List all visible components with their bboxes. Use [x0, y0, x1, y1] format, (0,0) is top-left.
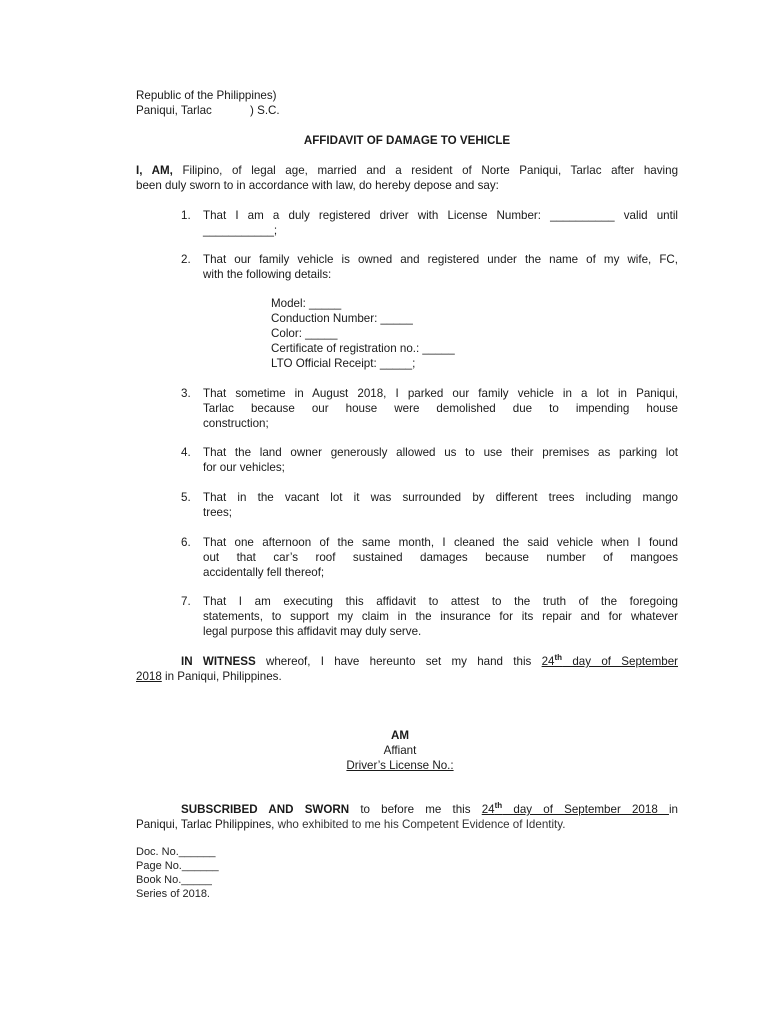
- item-1-line-1: That I am a duly registered driver with License Number: __________ valid until: [203, 209, 678, 222]
- affiant-role: Affiant: [383, 744, 417, 757]
- item-number: 7.: [181, 595, 191, 608]
- item-3-line-1: That sometime in August 2018, I parked our family vehicle in a lot in Paniqui,: [203, 387, 678, 400]
- item-number: 6.: [181, 536, 191, 549]
- detail-model: Model: _____: [271, 297, 342, 310]
- witness-year: 2018: [136, 670, 162, 683]
- jurat-month-year: day of September 2018: [502, 803, 669, 816]
- jurat-line-2: [136, 817, 565, 832]
- jurat-line-1: [181, 802, 678, 817]
- header-place: Paniqui, Tarlac: [136, 104, 212, 117]
- witness-line-2: [136, 669, 282, 684]
- detail-certificate: Certificate of registration no.: _____: [271, 342, 455, 355]
- item-4-line-2: for our vehicles;: [203, 461, 285, 474]
- witness-line-1: [181, 654, 678, 669]
- header-republic: Republic of the Philippines): [136, 89, 277, 102]
- jurat-day-suffix: th: [494, 801, 503, 810]
- item-2-line-2: with the following details:: [203, 268, 332, 281]
- jurat-identity: who exhibited to me his Competent Evidence of Identity.: [274, 818, 566, 831]
- witness-date: [542, 655, 678, 668]
- item-number: 4.: [181, 446, 191, 459]
- affiant-signature-name: AM: [390, 729, 410, 742]
- jurat-place: Paniqui, Tarlac Philippines,: [136, 818, 275, 831]
- drivers-license-label: Driver’s License No.:: [346, 759, 454, 772]
- document-title: AFFIDAVIT OF DAMAGE TO VEHICLE: [303, 134, 511, 147]
- item-number: 5.: [181, 491, 191, 504]
- notary-series: Series of 2018.: [136, 888, 210, 900]
- jurat-heading: SUBSCRIBED AND SWORN: [181, 803, 350, 816]
- header-sc: ) S.C.: [250, 104, 280, 117]
- witness-heading: IN WITNESS: [181, 655, 256, 668]
- intro-line-2: been duly sworn to in accordance with law, do hereby depose and say:: [136, 179, 499, 192]
- jurat-day: 24: [481, 803, 495, 816]
- witness-place: in Paniqui, Philippines.: [161, 670, 282, 683]
- item-4-line-1: That the land owner generously allowed us to use their premises as parking lot: [203, 446, 678, 459]
- detail-color: Color: _____: [271, 327, 338, 340]
- jurat-in: in: [668, 803, 678, 816]
- intro-line-1: [136, 163, 678, 178]
- intro-line-1-rest: Filipino, of legal age, married and a resident of Norte Paniqui, Tarlac after having: [172, 164, 679, 177]
- witness-day-suffix: th: [554, 653, 563, 662]
- item-5-line-1: That in the vacant lot it was surrounded by different trees including mango: [203, 491, 678, 504]
- witness-month: day of September: [562, 655, 678, 668]
- item-7-line-1: That I am executing this affidavit to attest to the truth of the foregoing: [203, 595, 678, 608]
- item-1-line-2: ___________;: [203, 224, 278, 237]
- affiant-name: I, AM,: [136, 164, 173, 177]
- item-3-line-2: Tarlac because our house were demolished due to impending house: [203, 402, 678, 415]
- item-6-line-2: out that car’s roof sustained damages because number of mangoes: [203, 551, 678, 564]
- item-7-line-2: statements, to support my claim in the insurance for its repair and for whatever: [203, 610, 678, 623]
- item-number: 1.: [181, 209, 191, 222]
- detail-lto-receipt: LTO Official Receipt: _____;: [271, 357, 416, 370]
- item-6-line-1: That one afternoon of the same month, I cleaned the said vehicle when I found: [203, 536, 678, 549]
- item-number: 3.: [181, 387, 191, 400]
- item-6-line-3: accidentally fell thereof;: [203, 566, 325, 579]
- notary-doc-no: Doc. No.______: [136, 846, 216, 858]
- item-number: 2.: [181, 253, 191, 266]
- detail-conduction: Conduction Number: _____: [271, 312, 413, 325]
- jurat-text: to before me this: [349, 803, 482, 816]
- witness-day: 24: [541, 655, 555, 668]
- item-2-line-1: That our family vehicle is owned and registered under the name of my wife, FC,: [203, 253, 678, 266]
- witness-text: whereof, I have hereunto set my hand this: [255, 655, 542, 668]
- jurat-date: [482, 803, 669, 816]
- item-3-line-3: construction;: [203, 417, 269, 430]
- notary-book-no: Book No._____: [136, 874, 212, 886]
- item-5-line-2: trees;: [203, 506, 232, 519]
- item-7-line-3: legal purpose this affidavit may duly serve.: [203, 625, 422, 638]
- notary-page-no: Page No.______: [136, 860, 219, 872]
